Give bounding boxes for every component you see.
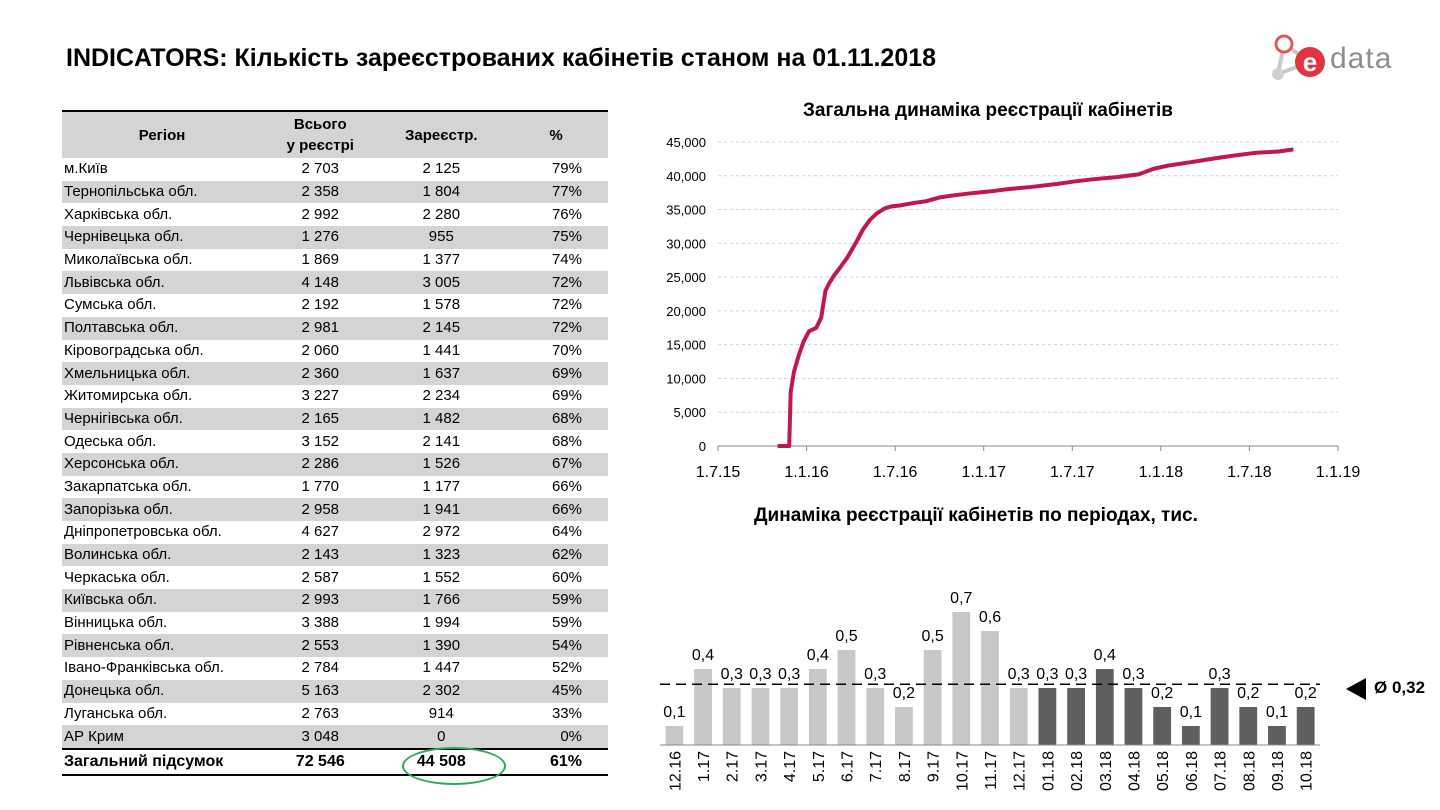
x-tick-label: 1.7.18 bbox=[1227, 464, 1272, 481]
registered-cell: 1 578 bbox=[422, 296, 461, 314]
registered-cell: 1 941 bbox=[379, 498, 505, 521]
average-label: Ø 0,32 bbox=[1374, 678, 1426, 697]
bar bbox=[1067, 688, 1085, 745]
registered-cell: 1 637 bbox=[379, 362, 505, 385]
bar-value-label: 0,3 bbox=[864, 666, 887, 683]
registered-cell: 2 234 bbox=[422, 387, 461, 405]
percent-cell: 68% bbox=[504, 408, 608, 431]
total-cell: 3 152 bbox=[301, 432, 340, 450]
bar bbox=[1096, 669, 1114, 745]
logo-text: data bbox=[1330, 42, 1393, 75]
category-label: 10.18 bbox=[1298, 751, 1316, 792]
region-cell: Черкаська обл. bbox=[64, 568, 170, 586]
percent-cell: 77% bbox=[504, 181, 608, 204]
registered-cell: 1 526 bbox=[379, 453, 505, 476]
total-cell: 2 993 bbox=[262, 589, 379, 612]
registered-cell: 955 bbox=[379, 226, 505, 249]
y-tick-label: 30,000 bbox=[666, 236, 706, 252]
total-cell: 3 227 bbox=[301, 387, 340, 405]
total-registered: 44 508 bbox=[379, 749, 505, 775]
registered-cell: 1 377 bbox=[422, 251, 461, 269]
y-tick-label: 25,000 bbox=[666, 270, 706, 286]
bar bbox=[866, 688, 884, 745]
bar bbox=[780, 688, 798, 745]
bar bbox=[1211, 688, 1229, 745]
percent-cell: 75% bbox=[504, 226, 608, 249]
y-tick-label: 10,000 bbox=[666, 371, 706, 387]
total-cell: 1 276 bbox=[262, 226, 379, 249]
bar-value-label: 0,1 bbox=[1265, 704, 1289, 721]
table-row bbox=[62, 453, 608, 476]
region-cell: Одеська обл. bbox=[64, 432, 157, 450]
region-cell: Львівська обл. bbox=[62, 271, 262, 294]
region-cell: Івано-Франківська обл. bbox=[64, 659, 224, 677]
category-label: 6.17 bbox=[839, 751, 857, 783]
total-region: Загальний підсумок bbox=[62, 749, 262, 775]
bar bbox=[665, 726, 683, 745]
category-label: 2.17 bbox=[724, 751, 742, 783]
bar-value-label: 0,4 bbox=[1093, 647, 1116, 664]
percent-cell: 76% bbox=[551, 205, 582, 223]
bar-value-label: 0,2 bbox=[1151, 685, 1174, 702]
table-row bbox=[62, 294, 608, 317]
bar bbox=[924, 650, 942, 745]
total-cell: 4 148 bbox=[262, 271, 379, 294]
x-tick-label: 1.1.18 bbox=[1138, 464, 1184, 481]
total-cell: 2 060 bbox=[301, 341, 340, 359]
table-row bbox=[62, 657, 608, 680]
registered-cell: 1 804 bbox=[379, 181, 505, 204]
table-row bbox=[62, 476, 608, 499]
table-row bbox=[62, 203, 608, 226]
category-label: 10.17 bbox=[954, 751, 972, 792]
region-cell: Харківська обл. bbox=[64, 205, 173, 223]
percent-cell: 72% bbox=[504, 271, 608, 294]
bar-value-label: 0,3 bbox=[1036, 666, 1059, 683]
percent-cell: 60% bbox=[551, 568, 582, 586]
page-title: INDICATORS: Кількість зареєстрованих кабінетів станом на 01.11.2018 bbox=[66, 44, 937, 72]
region-cell: Рівненська обл. bbox=[62, 634, 262, 657]
header-region: Регіон bbox=[62, 111, 262, 158]
table-row bbox=[62, 430, 608, 453]
bar bbox=[694, 669, 712, 745]
bar-value-label: 0,3 bbox=[749, 666, 772, 683]
total-cell: 1 770 bbox=[301, 477, 340, 495]
region-cell: Чернівецька обл. bbox=[62, 226, 262, 249]
category-label: 4.17 bbox=[782, 751, 800, 783]
category-label: 11.17 bbox=[983, 751, 1000, 790]
percent-cell: 59% bbox=[504, 589, 608, 612]
table-header-row bbox=[62, 111, 608, 158]
region-cell: Полтавська обл. bbox=[62, 317, 262, 340]
bar bbox=[1268, 726, 1286, 745]
bar-value-label: 0,7 bbox=[950, 590, 973, 607]
region-cell: Херсонська обл. bbox=[62, 453, 262, 476]
bar-value-label: 0,2 bbox=[892, 685, 916, 702]
bar bbox=[952, 612, 970, 745]
percent-cell: 54% bbox=[504, 634, 608, 657]
header-total bbox=[262, 111, 379, 158]
category-label: 08.18 bbox=[1241, 751, 1259, 792]
y-tick-label: 15,000 bbox=[666, 337, 706, 353]
table-row bbox=[62, 340, 608, 363]
table-row bbox=[62, 317, 608, 340]
x-tick-label: 1.1.16 bbox=[784, 464, 829, 481]
category-label: 7.17 bbox=[868, 751, 886, 783]
bar-value-label: 0,3 bbox=[1064, 666, 1088, 683]
registered-cell: 1 766 bbox=[379, 589, 505, 612]
y-tick-label: 45,000 bbox=[666, 135, 706, 150]
highlight-ellipse bbox=[402, 747, 506, 785]
y-tick-label: 5,000 bbox=[673, 405, 706, 421]
bar-chart-title: Динаміка реєстрації кабінетів по періодах, тис. bbox=[754, 505, 1198, 526]
x-tick-label: 1.1.19 bbox=[1315, 464, 1360, 481]
table-row bbox=[62, 725, 608, 749]
bar bbox=[809, 669, 827, 745]
table-row bbox=[62, 589, 608, 612]
percent-cell: 67% bbox=[504, 453, 608, 476]
bar bbox=[895, 707, 913, 745]
percent-cell: 66% bbox=[504, 498, 608, 521]
logo-letter: e bbox=[1302, 47, 1318, 77]
bar bbox=[752, 688, 770, 745]
registered-cell: 1 447 bbox=[422, 659, 461, 677]
registered-cell: 1 177 bbox=[422, 477, 461, 495]
y-tick-label: 20,000 bbox=[666, 303, 706, 319]
bar bbox=[1153, 707, 1171, 745]
x-tick-label: 1.7.17 bbox=[1050, 464, 1095, 481]
total-cell: 2 763 bbox=[301, 704, 340, 722]
table-row bbox=[62, 566, 608, 589]
x-tick-label: 1.7.15 bbox=[695, 464, 741, 481]
region-cell: Житомирська обл. bbox=[64, 387, 193, 405]
total-cell: 2 143 bbox=[262, 544, 379, 567]
bar-value-label: 0,3 bbox=[1208, 666, 1231, 683]
registered-cell: 1 390 bbox=[379, 634, 505, 657]
region-cell: Запорізька обл. bbox=[62, 498, 262, 521]
total-cell: 2 992 bbox=[301, 205, 340, 223]
total-cell: 3 048 bbox=[262, 725, 379, 749]
registered-cell: 2 125 bbox=[422, 160, 461, 178]
bar-value-label: 0,1 bbox=[1179, 704, 1202, 721]
table-row bbox=[62, 249, 608, 272]
table-row bbox=[62, 181, 608, 204]
table-row bbox=[62, 158, 608, 181]
table-row bbox=[62, 271, 608, 294]
category-label: 1.17 bbox=[696, 751, 714, 783]
x-tick-label: 1.7.16 bbox=[872, 464, 918, 481]
bar-value-label: 0,2 bbox=[1294, 685, 1317, 702]
region-cell: м.Київ bbox=[64, 160, 108, 178]
bar bbox=[1182, 726, 1200, 745]
total-cell: 3 388 bbox=[301, 614, 340, 632]
region-cell: Київська обл. bbox=[62, 589, 262, 612]
percent-cell: 59% bbox=[551, 614, 582, 632]
total-row bbox=[62, 749, 608, 775]
region-cell: Луганська обл. bbox=[64, 704, 168, 722]
total-cell: 2 286 bbox=[262, 453, 379, 476]
total-cell: 1 869 bbox=[301, 251, 340, 269]
bar-value-label: 0,1 bbox=[663, 704, 686, 721]
y-tick-label: 35,000 bbox=[666, 202, 706, 218]
table-row bbox=[62, 385, 608, 408]
total-cell: 2 784 bbox=[301, 659, 340, 677]
table-row bbox=[62, 362, 608, 385]
bar bbox=[1297, 707, 1315, 745]
registered-cell: 2 280 bbox=[422, 205, 461, 223]
total-cell: 2 192 bbox=[301, 296, 340, 314]
bar-value-label: 0,3 bbox=[1122, 666, 1145, 683]
percent-cell: 74% bbox=[551, 251, 582, 269]
bar-value-label: 0,4 bbox=[691, 647, 715, 664]
line-chart-title: Загальна динаміка реєстрації кабінетів bbox=[803, 100, 1173, 121]
registered-cell: 2 302 bbox=[379, 680, 505, 703]
table-row bbox=[62, 544, 608, 567]
region-cell: Миколаївська обл. bbox=[64, 251, 193, 269]
x-tick-label: 1.1.17 bbox=[961, 464, 1006, 481]
bar-value-label: 0,3 bbox=[1007, 666, 1030, 683]
region-cell: Волинська обл. bbox=[62, 544, 262, 567]
registered-cell: 914 bbox=[428, 704, 454, 722]
percent-cell: 45% bbox=[504, 680, 608, 703]
edata-logo bbox=[1266, 30, 1416, 90]
bar bbox=[838, 650, 856, 745]
regions-table bbox=[62, 110, 608, 776]
bar-value-label: 0,5 bbox=[835, 628, 858, 645]
percent-cell: 69% bbox=[551, 387, 582, 405]
bar-value-label: 0,4 bbox=[806, 647, 829, 664]
region-cell: Закарпатська обл. bbox=[64, 477, 192, 495]
percent-cell: 33% bbox=[551, 704, 582, 722]
table-row bbox=[62, 634, 608, 657]
percent-cell: 52% bbox=[551, 659, 582, 677]
region-cell: Сумська обл. bbox=[64, 296, 157, 314]
registered-cell: 1 552 bbox=[422, 568, 461, 586]
registered-cell: 0 bbox=[379, 725, 505, 749]
category-label: 06.18 bbox=[1183, 751, 1201, 792]
bar bbox=[723, 688, 741, 745]
percent-cell: 79% bbox=[551, 160, 582, 178]
category-label: 05.18 bbox=[1155, 751, 1173, 792]
region-cell: Кіровоградська обл. bbox=[64, 341, 204, 359]
table-row bbox=[62, 226, 608, 249]
header-registered: Зареєстр. bbox=[379, 111, 505, 158]
bar bbox=[1125, 688, 1143, 745]
region-cell: Донецька обл. bbox=[62, 680, 262, 703]
category-label: 02.18 bbox=[1069, 751, 1087, 792]
percent-cell: 0% bbox=[504, 725, 608, 749]
region-cell: Дніпропетровська обл. bbox=[64, 523, 222, 541]
registered-cell: 1 994 bbox=[422, 614, 461, 632]
total-percent: 61% bbox=[504, 749, 608, 775]
category-label: 5.17 bbox=[810, 751, 828, 783]
bar-chart bbox=[640, 580, 1340, 810]
registered-cell: 1 441 bbox=[422, 341, 461, 359]
registered-cell: 2 972 bbox=[422, 523, 461, 541]
bar bbox=[981, 631, 999, 745]
category-label: 09.18 bbox=[1269, 751, 1287, 792]
total-cell: 2 703 bbox=[301, 160, 340, 178]
category-label: 01.18 bbox=[1040, 751, 1058, 792]
bar-value-label: 0,3 bbox=[720, 666, 743, 683]
registered-cell: 2 145 bbox=[379, 317, 505, 340]
total-total: 72 546 bbox=[262, 749, 379, 775]
y-tick-label: 0 bbox=[698, 439, 706, 454]
percent-cell: 62% bbox=[504, 544, 608, 567]
total-cell: 5 163 bbox=[262, 680, 379, 703]
region-cell: Вінницька обл. bbox=[64, 614, 168, 632]
table-row bbox=[62, 612, 608, 635]
category-label: 9.17 bbox=[925, 751, 943, 783]
percent-cell: 72% bbox=[551, 296, 582, 314]
category-label: 07.18 bbox=[1212, 751, 1230, 792]
registered-cell: 2 141 bbox=[422, 432, 461, 450]
total-cell: 2 358 bbox=[262, 181, 379, 204]
percent-cell: 70% bbox=[551, 341, 582, 359]
table-row bbox=[62, 703, 608, 726]
table-row bbox=[62, 521, 608, 544]
region-cell: Хмельницька обл. bbox=[62, 362, 262, 385]
bar-value-label: 0,5 bbox=[921, 628, 944, 645]
total-cell: 2 981 bbox=[262, 317, 379, 340]
line-chart bbox=[640, 128, 1360, 488]
region-cell: Чернігівська обл. bbox=[62, 408, 262, 431]
percent-cell: 68% bbox=[551, 432, 582, 450]
category-label: 8.17 bbox=[896, 751, 914, 783]
bar-value-label: 0,3 bbox=[778, 666, 801, 683]
total-cell: 2 165 bbox=[262, 408, 379, 431]
total-cell: 4 627 bbox=[301, 523, 340, 541]
table-body bbox=[62, 158, 608, 749]
registered-cell: 1 323 bbox=[379, 544, 505, 567]
percent-cell: 72% bbox=[504, 317, 608, 340]
percent-cell: 66% bbox=[551, 477, 582, 495]
total-cell: 2 958 bbox=[262, 498, 379, 521]
category-label: 03.18 bbox=[1097, 751, 1115, 792]
region-cell: АР Крим bbox=[62, 725, 262, 749]
header-total-line2: у реєстрі bbox=[286, 137, 354, 154]
table-row bbox=[62, 408, 608, 431]
bar-value-label: 0,6 bbox=[978, 609, 1002, 626]
percent-cell: 64% bbox=[551, 523, 582, 541]
registered-cell: 1 482 bbox=[379, 408, 505, 431]
average-arrow-icon bbox=[1346, 678, 1366, 700]
bar-value-label: 0,2 bbox=[1237, 685, 1260, 702]
total-cell: 2 587 bbox=[301, 568, 340, 586]
total-cell: 2 553 bbox=[262, 634, 379, 657]
category-label: 04.18 bbox=[1126, 751, 1144, 792]
table-row bbox=[62, 498, 608, 521]
y-tick-label: 40,000 bbox=[666, 168, 706, 184]
bar bbox=[1239, 707, 1257, 745]
category-label: 3.17 bbox=[753, 751, 771, 783]
total-cell: 2 360 bbox=[262, 362, 379, 385]
bar bbox=[1010, 688, 1028, 745]
category-label: 12.17 bbox=[1011, 751, 1029, 792]
registered-cell: 3 005 bbox=[379, 271, 505, 294]
percent-cell: 69% bbox=[504, 362, 608, 385]
region-cell: Тернопільська обл. bbox=[62, 181, 262, 204]
header-percent: % bbox=[504, 111, 608, 158]
header-total-line1: Всього bbox=[293, 116, 347, 133]
table-row bbox=[62, 680, 608, 703]
bar bbox=[1038, 688, 1056, 745]
category-label: 12.16 bbox=[667, 751, 685, 792]
series-line bbox=[778, 149, 1294, 446]
